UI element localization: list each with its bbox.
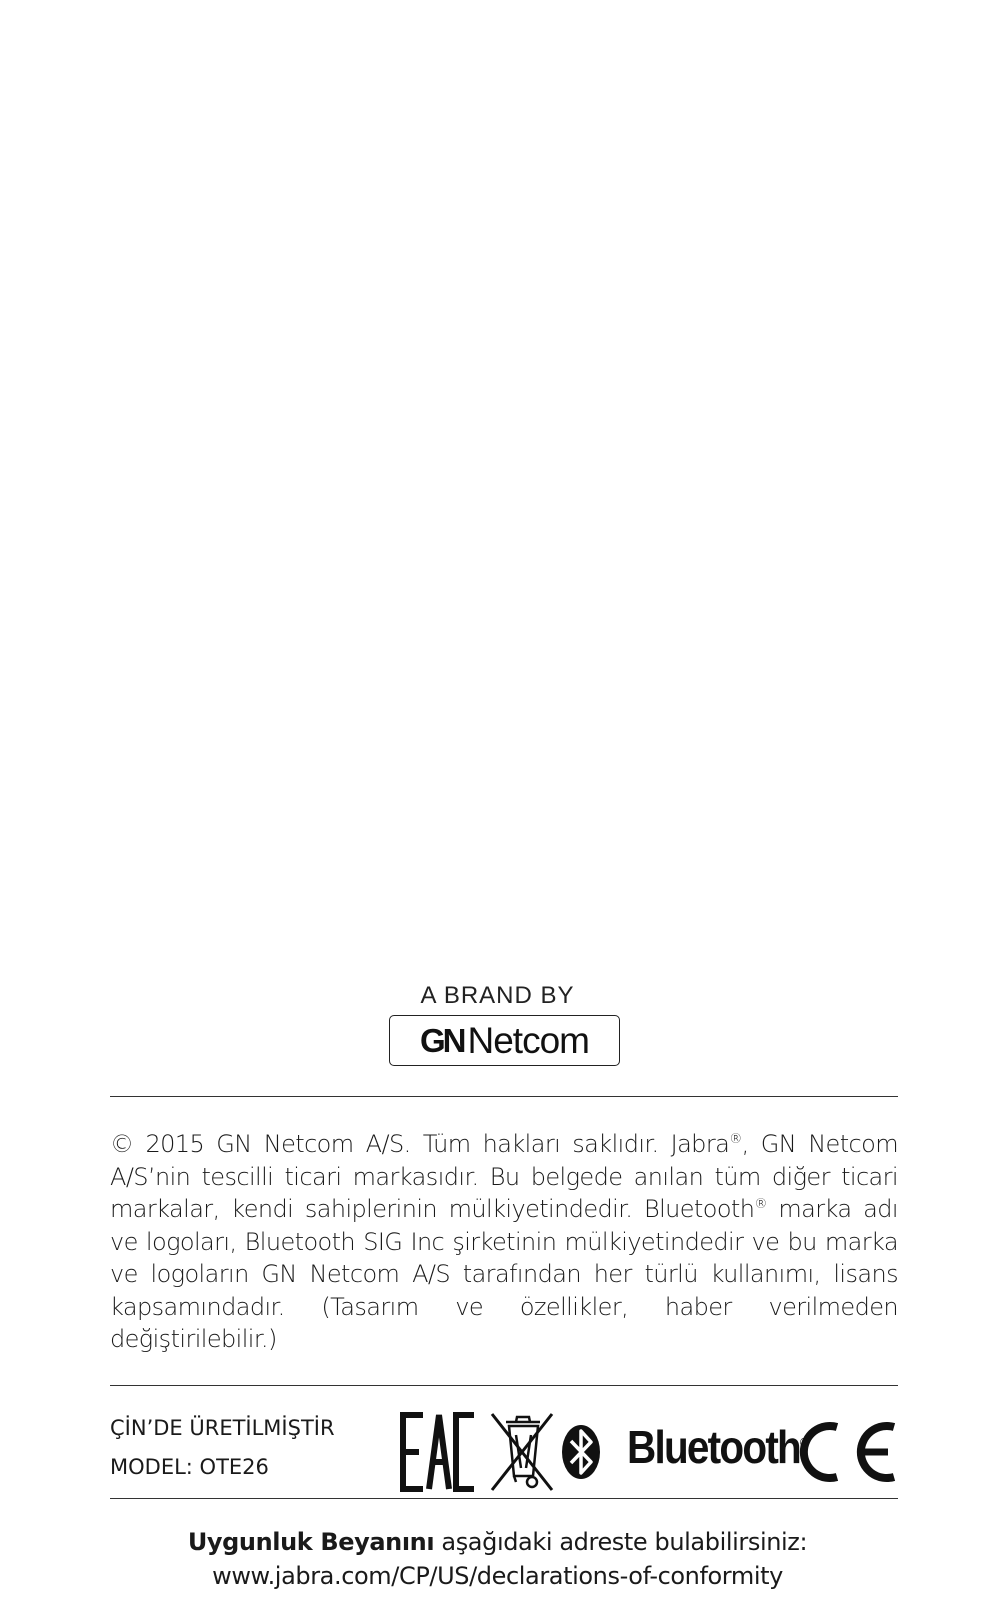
registered-mark: ® (729, 1132, 742, 1147)
brand-by-label: A BRAND BY (420, 982, 575, 1009)
declaration-text (0, 1528, 995, 1556)
divider-middle (110, 1385, 898, 1386)
ce-mark-icon (804, 1426, 894, 1478)
declaration-bold-label: Uygunluk Beyanını (187, 1528, 435, 1556)
legal-text-part2: , GN Netcom A/S’nin tescilli ticari markasıdır. Bu belgede anılan tüm diğer ticari markalar, kendi sahiplerinin mülkiyetindedir. Bluetooth (110, 1130, 898, 1223)
legal-text-part3: marka adı ve logoları, Bluetooth SIG Inc şirketinin mülkiyetindedir ve bu marka ve logoların GN Netcom A/S tarafından her türlü kullanımı, lisans kapsamındadır. (Tasarım ve özellikler, haber verilmeden değiştirilebilir.) (110, 1195, 898, 1353)
legal-notice (110, 1128, 898, 1356)
bluetooth-wordmark-text: Bluetooth (627, 1421, 801, 1473)
eac-mark-icon (403, 1415, 474, 1489)
made-in-label: ÇİN’DE ÜRETİLMİŞTİR (110, 1416, 335, 1440)
gn-netcom-logo (389, 1015, 620, 1066)
declaration-url[interactable]: www.jabra.com/CP/US/declarations-of-conformity (212, 1562, 783, 1590)
bluetooth-logo-icon (562, 1425, 600, 1479)
gn-logo-mark: GN (420, 1021, 464, 1059)
legal-text-part1: © 2015 GN Netcom A/S. Tüm hakları saklıdır. Jabra (110, 1130, 730, 1158)
divider-bottom (110, 1498, 898, 1499)
bluetooth-wordmark (627, 1420, 808, 1474)
netcom-logo-word: Netcom (467, 1019, 589, 1061)
weee-bin-icon (492, 1414, 552, 1490)
divider-top (110, 1096, 898, 1097)
registered-mark: ® (754, 1197, 767, 1212)
bluetooth-registered-mark: ® (800, 1435, 808, 1450)
declaration-body: aşağıdaki adreste bulabilirsiniz: (434, 1528, 808, 1556)
model-label: MODEL: OTE26 (110, 1455, 269, 1479)
